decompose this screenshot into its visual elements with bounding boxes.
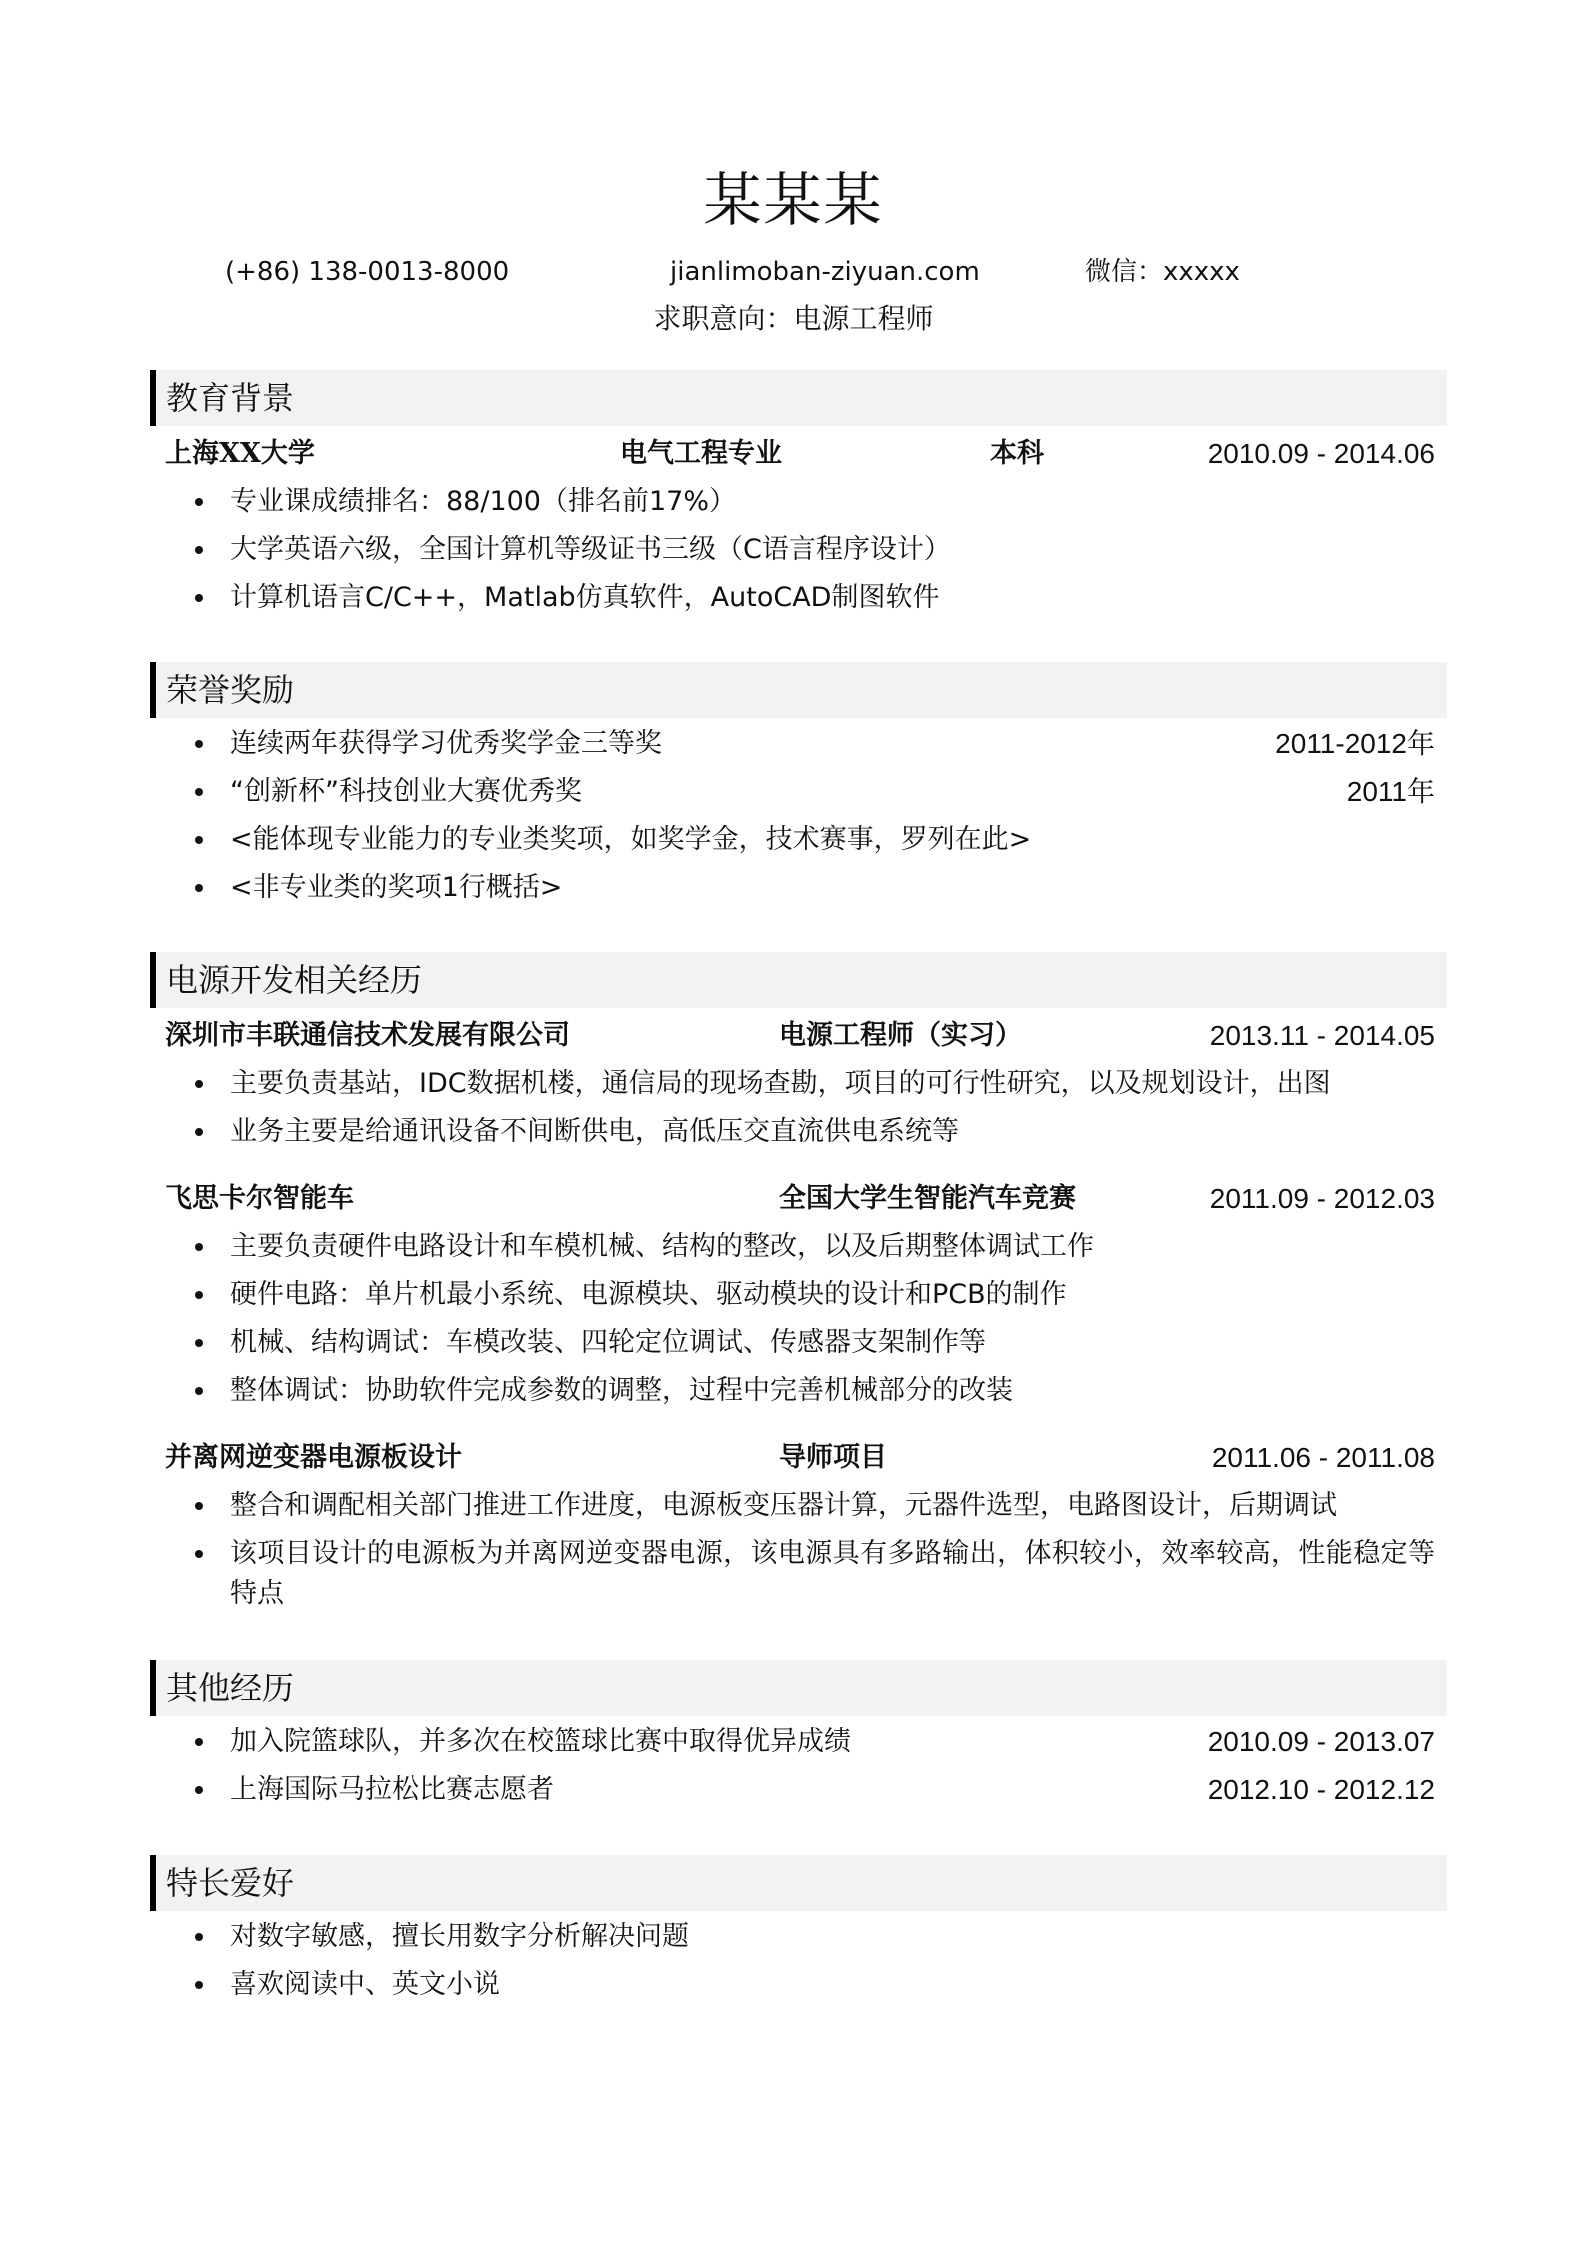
bullet-icon [195, 1339, 203, 1347]
role: 全国大学生智能汽车竞赛 [779, 1183, 1076, 1214]
role: 电源工程师（实习） [779, 1020, 1022, 1051]
bullet-icon [195, 1502, 203, 1510]
section-title: 电源开发相关经历 [166, 961, 423, 999]
bullet-icon [195, 1291, 203, 1299]
date-range: 2011-2012年 [1275, 728, 1435, 759]
job-objective: 求职意向：电源工程师 [653, 302, 934, 335]
bullet-icon [195, 1550, 203, 1558]
section-experience [150, 952, 1447, 1008]
section-title: 其他经历 [166, 1669, 295, 1707]
date-range: 2013.11 - 2014.05 [1209, 1020, 1435, 1051]
section-title: 特长爱好 [166, 1864, 295, 1902]
experience-entry [165, 1438, 1435, 1478]
section-education [150, 370, 1447, 426]
experience-entry [165, 1016, 1435, 1056]
bullet-icon [195, 788, 203, 796]
bullet-icon [195, 1387, 203, 1395]
education-entry [165, 434, 1435, 474]
candidate-name: 某某某 [703, 166, 884, 234]
bullet-icon [195, 740, 203, 748]
bullet-icon [195, 594, 203, 602]
bullet-icon [195, 884, 203, 892]
wechat-id: 微信：xxxxx [1085, 257, 1240, 287]
date-range: 2010.09 - 2013.07 [1207, 1726, 1435, 1757]
date-range: 2011年 [1346, 776, 1435, 807]
bullet-icon [195, 1243, 203, 1251]
role: 导师项目 [779, 1442, 887, 1473]
phone-number: (+86) 138-0013-8000 [225, 257, 510, 287]
date-range: 2012.10 - 2012.12 [1207, 1774, 1435, 1805]
section-honors [150, 662, 1447, 718]
section-title: 荣誉奖励 [166, 671, 295, 709]
website-link[interactable]: jianlimoban-ziyuan.com [670, 257, 980, 287]
date-range: 2010.09 - 2014.06 [1207, 438, 1435, 469]
degree: 本科 [990, 438, 1044, 469]
experience-entry [165, 1179, 1435, 1219]
bullet-icon [195, 498, 203, 506]
school-name: 上海XX大学 [165, 438, 315, 469]
date-range: 2011.09 - 2012.03 [1209, 1183, 1435, 1214]
date-range: 2011.06 - 2011.08 [1211, 1442, 1435, 1473]
bullet-icon [195, 1080, 203, 1088]
section-title: 教育背景 [166, 379, 295, 417]
bullet-icon [195, 1738, 203, 1746]
section-other-experience [150, 1660, 1447, 1716]
organization: 飞思卡尔智能车 [165, 1183, 354, 1214]
organization: 深圳市丰联通信技术发展有限公司 [165, 1020, 570, 1051]
bullet-icon [195, 1128, 203, 1136]
section-hobbies [150, 1855, 1447, 1911]
bullet-icon [195, 1981, 203, 1989]
bullet-icon [195, 546, 203, 554]
list-item: 该项目设计的电源板为并离网逆变器电源，该电源具有多路输出，体积较小，效率较高，性能稳定等特点 [195, 1534, 1435, 1614]
bullet-icon [195, 1933, 203, 1941]
organization: 并离网逆变器电源板设计 [165, 1442, 462, 1473]
major: 电气工程专业 [620, 438, 782, 469]
bullet-icon [195, 1786, 203, 1794]
bullet-icon [195, 836, 203, 844]
resume-page: 某某某 (+86) 138-0013-8000 jianlimoban-ziyuan.com 微信：xxxxx 求职意向：电源工程师 教育背景 上海XX大学 电气工程专业 本科 2010.09 - 2014.06 专业课成绩排名：88/100（排名前17%） 大学英语六级，全国计算机等级证书三级（C语言程序设计） 计算机语言C/C++，Matlab仿真软件，AutoCAD制图软件 荣誉奖励 连续两年获得学习优秀奖学金三等奖 2011-2012年 “创新杯”科技创业大赛优秀奖 2011年 <能体现专业能力的专业类奖项，如奖学金，技术赛事，罗列在此> <非专业类的奖项1行概括> 电源开发相关经历 深圳市丰联通信技术发展有限公司 电源工程师（实习） 2013.11 - 2014.05 主要负责基站，IDC数据机楼，通信局的现场查勘，项目的可行性研究，以及规划设计，出图 业务主要是给通讯设备不间断供电，高低压交直流供电系统等 飞思卡尔智能车 全国大学生智能汽车竞赛 2011.09 - 2012.03 主要负责硬件电路设计和车模机械、结构的整改，以及后期整体调试工作 硬件电路：单片机最小系统、电源模块、驱动模块的设计和PCB的制作 机械、结构调试：车模改装、四轮定位调试、传感器支架制作等 整体调试：协助软件完成参数的调整，过程中完善机械部分的改装 并离网逆变器电源板设计 导师项目 2011.06 - 2011.08 整合和调配相关部门推进工作进度，电源板变压器计算，元器件选型，电路图设计，后期调试 该项目设计的电源板为并离网逆变器电源，该电源具有多路输出，体积较小，效率较高，性能稳定等特点 其他经历 加入院篮球队，并多次在校篮球比赛中取得优异成绩 2010.09 - 2013.07 上海国际马拉松比赛志愿者 2012.10 - 2012.12 特长爱好 对数字敏感，擅长用数字分析解决问题 喜欢阅读中、英文小说 [0, 0, 1587, 2244]
